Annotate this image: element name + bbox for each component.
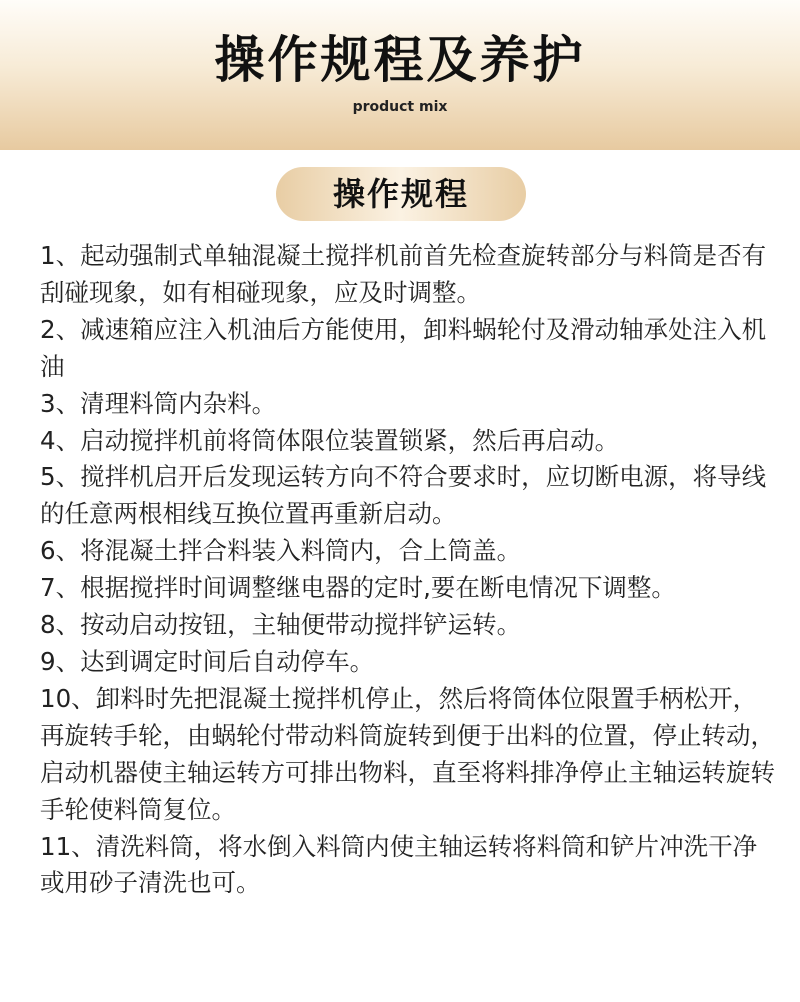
step-item: 5、搅拌机启开后发现运转方向不符合要求时，应切断电源，将导线的任意两根相线互换位置再重新启动。 (40, 462, 767, 529)
step-item: 6、将混凝土拌合料装入料筒内，合上筒盖。 (40, 536, 522, 566)
section-label: 操作规程 (276, 167, 526, 221)
step-item: 10、卸料时先把混凝土搅拌机停止，然后将筒体位限置手柄松开，再旋转手轮，由蜗轮付带动料筒旋转到便于出料的位置，停止转动，启动机器使主轴运转方可排出物料，直至将料排净停止主轴运转旋转手轮使料筒复位。 (40, 683, 775, 824)
step-item: 9、达到调定时间后自动停车。 (40, 646, 375, 676)
steps-list (40, 238, 780, 902)
page-subtitle: product mix (352, 99, 448, 115)
step-item: 2、减速箱应注入机油后方能使用，卸料蜗轮付及滑动轴承处注入机油 (40, 314, 767, 381)
page-title: 操作规程及养护 (214, 31, 586, 89)
step-item: 4、启动搅拌机前将筒体限位装置锁紧，然后再启动。 (40, 425, 620, 455)
step-item: 11、清洗料筒，将水倒入料筒内使主轴运转将料筒和铲片冲洗干净或用砂子清洗也可。 (40, 831, 758, 898)
step-item: 1、起动强制式单轴混凝土搅拌机前首先检查旋转部分与料筒是否有刮碰现象，如有相碰现象，应及时调整。 (40, 241, 767, 307)
header-banner (0, 0, 800, 150)
step-item: 3、清理料筒内杂料。 (40, 388, 277, 418)
step-item: 8、按动启动按钮，主轴便带动搅拌铲运转。 (40, 610, 522, 640)
step-item: 7、根据搅拌时间调整继电器的定时,要在断电情况下调整。 (40, 573, 676, 603)
